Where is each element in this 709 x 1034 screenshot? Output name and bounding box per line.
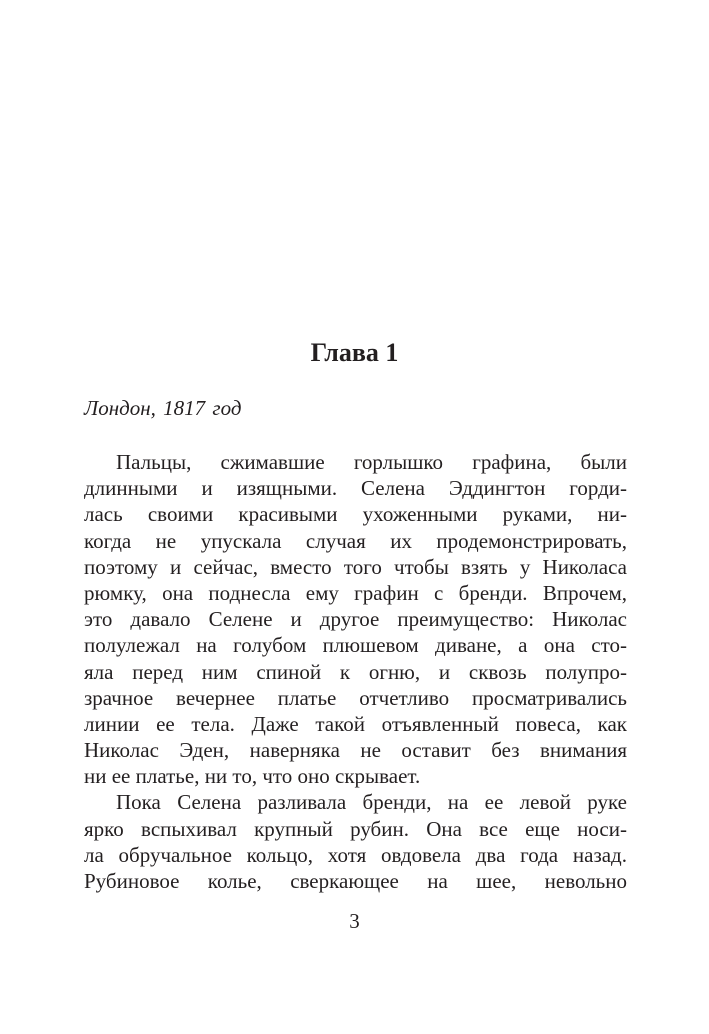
place-date-subtitle: Лондон, 1817 год	[84, 396, 242, 420]
text-line: ярко вспыхивал крупный рубин. Она все еще носи-	[84, 816, 627, 841]
text-line: линии ее тела. Даже такой отъявленный повеса, как	[84, 711, 627, 736]
text-line: поэтому и сейчас, вместо того чтобы взять у Николаса	[84, 554, 627, 579]
text-line: это давало Селене и другое преимущество: Николас	[84, 607, 627, 632]
text-line: Пальцы, сжимавшие горлышко графина, были	[116, 450, 627, 474]
text-line: полулежал на голубом плюшевом диване, а она сто-	[84, 633, 627, 658]
text-line: лась своими красивыми ухоженными руками, ни-	[84, 502, 627, 527]
text-line: Пока Селена разливала бренди, на ее левой руке	[116, 790, 627, 815]
body-text	[84, 449, 627, 894]
text-line: ла обручальное кольцо, хотя овдовела два года назад.	[84, 842, 627, 867]
text-line: Николас Эден, наверняка не оставит без внимания	[84, 738, 627, 763]
text-line: когда не упускала случая их продемонстрировать,	[84, 528, 627, 553]
chapter-title: Глава 1	[310, 338, 399, 367]
text-line: яла перед ним спиной к огню, и сквозь полупро-	[84, 659, 627, 684]
text-line: длинными и изящными. Селена Эддингтон горди-	[84, 476, 627, 501]
text-line: ни ее платье, ни то, что оно скрывает.	[84, 764, 421, 789]
text-line: рюмку, она поднесла ему графин с бренди. Впрочем,	[84, 580, 627, 605]
text-line: зрачное вечернее платье отчетливо просматривались	[84, 685, 627, 710]
text-line: Рубиновое колье, сверкающее на шее, невольно	[84, 869, 627, 893]
page-number: 3	[349, 909, 360, 933]
